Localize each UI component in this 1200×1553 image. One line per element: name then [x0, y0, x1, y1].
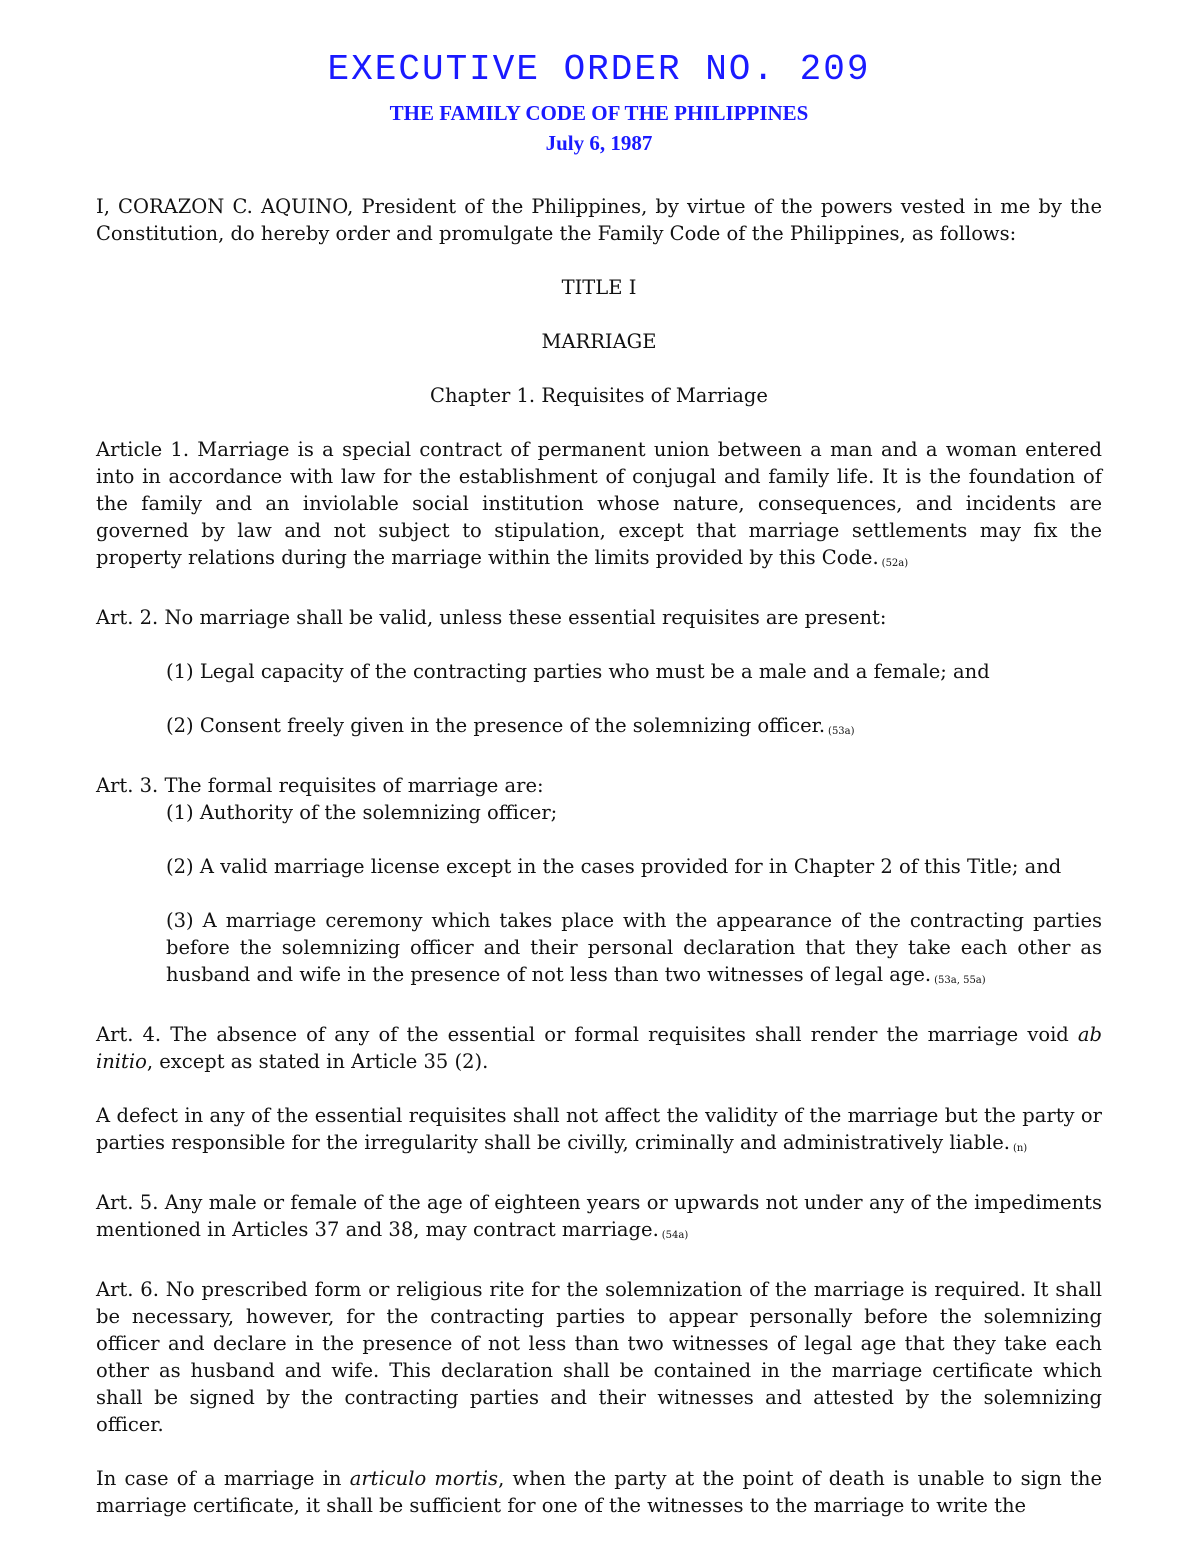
article-1-text: Article 1. Marriage is a special contract of permanent union between a man and a woman entered into in accordance with law for the establishment of conjugal and family life. It is the foundation of the family and an inviolable social institution whose nature, consequences, and incidents are governed by law and not subject to stipulation, except that marriage settlements may fix the property relations during the marriage within the limits provided by this Code. [96, 438, 1102, 569]
article-1 [96, 436, 1102, 577]
article-2-item-2-text: (2) Consent freely given in the presence of the solemnizing officer. [166, 714, 826, 737]
article-3-item-3-text: (3) A marriage ceremony which takes place with the appearance of the contracting parties before the solemnizing officer and their personal declaration that they take each other as husband and wife in the presence of not less than two witnesses of legal age. [166, 909, 1102, 986]
article-6-italic: articulo mortis [349, 1467, 499, 1490]
article-3: Art. 3. The formal requisites of marriage are: [96, 774, 544, 797]
article-3-item-1: (1) Authority of the solemnizing officer; [166, 801, 558, 824]
chapter-heading: Chapter 1. Requisites of Marriage [430, 384, 768, 407]
article-1-source: (52a) [881, 558, 909, 569]
article-5 [96, 1189, 1102, 1249]
article-4-source: (n) [1012, 1143, 1028, 1154]
article-2-source: (53a) [828, 726, 855, 737]
document-date: July 6, 1987 [545, 131, 653, 155]
document-page [96, 48, 1102, 1519]
article-2: Art. 2. No marriage shall be valid, unless these essential requisites are present: [96, 606, 887, 629]
document-title: EXECUTIVE ORDER NO. 209 [327, 49, 871, 90]
article-5-text: Art. 5. Any male or female of the age of eighteen years or upwards not under any of the impediments mentioned in Articles 37 and 38, may contract marriage. [96, 1191, 1102, 1241]
article-4-paragraph-2 [96, 1102, 1102, 1162]
article-4 [96, 1021, 1102, 1075]
intro-paragraph: I, CORAZON C. AQUINO, President of the Philippines, by virtue of the powers vested in me by the Constitution, do hereby order and promulgate the Family Code of the Philippines, as follows: [96, 195, 1102, 245]
document-subtitle: THE FAMILY CODE OF THE PHILIPPINES [389, 101, 809, 125]
article-4-paragraph-2-text: A defect in any of the essential requisites shall not affect the validity of the marriage but the party or parties responsible for the irregularity shall be civilly, criminally and administratively liable. [96, 1104, 1102, 1154]
article-3-item-3 [96, 907, 1102, 994]
article-6: Art. 6. No prescribed form or religious rite for the solemnization of the marriage is required. It shall be necessary, however, for the contracting parties to appear personally before the solemnizing officer and declare in the presence of not less than two witnesses of legal age that they take each other as husband and wife. This declaration shall be contained in the marriage certificate which shall be signed by the contracting parties and their witnesses and attested by the solemnizing officer. [96, 1278, 1102, 1436]
article-3-item-2: (2) A valid marriage license except in the cases provided for in Chapter 2 of this Title; and [166, 855, 1062, 878]
article-4-text-after: , except as stated in Article 35 (2). [146, 1050, 489, 1073]
article-2-item-2 [96, 712, 1102, 745]
article-4-italic: ab initio [96, 1023, 1102, 1073]
title-name: MARRIAGE [541, 330, 657, 353]
article-3-source: (53a, 55a) [934, 975, 986, 986]
title-heading: TITLE I [561, 276, 637, 299]
article-6-paragraph-2-before: In case of a marriage in [96, 1467, 350, 1490]
article-4-text-before: Art. 4. The absence of any of the essential or formal requisites shall render the marriage void [96, 1023, 1078, 1046]
article-5-source: (54a) [661, 1230, 689, 1241]
article-2-item-1: (1) Legal capacity of the contracting parties who must be a male and a female; and [166, 660, 990, 683]
article-6-paragraph-2 [96, 1465, 1102, 1519]
article-6-paragraph-2-after: , when the party at the point of death is unable to sign the marriage certificate, it shall be sufficient for one of the witnesses to the marriage to write the [96, 1467, 1103, 1517]
